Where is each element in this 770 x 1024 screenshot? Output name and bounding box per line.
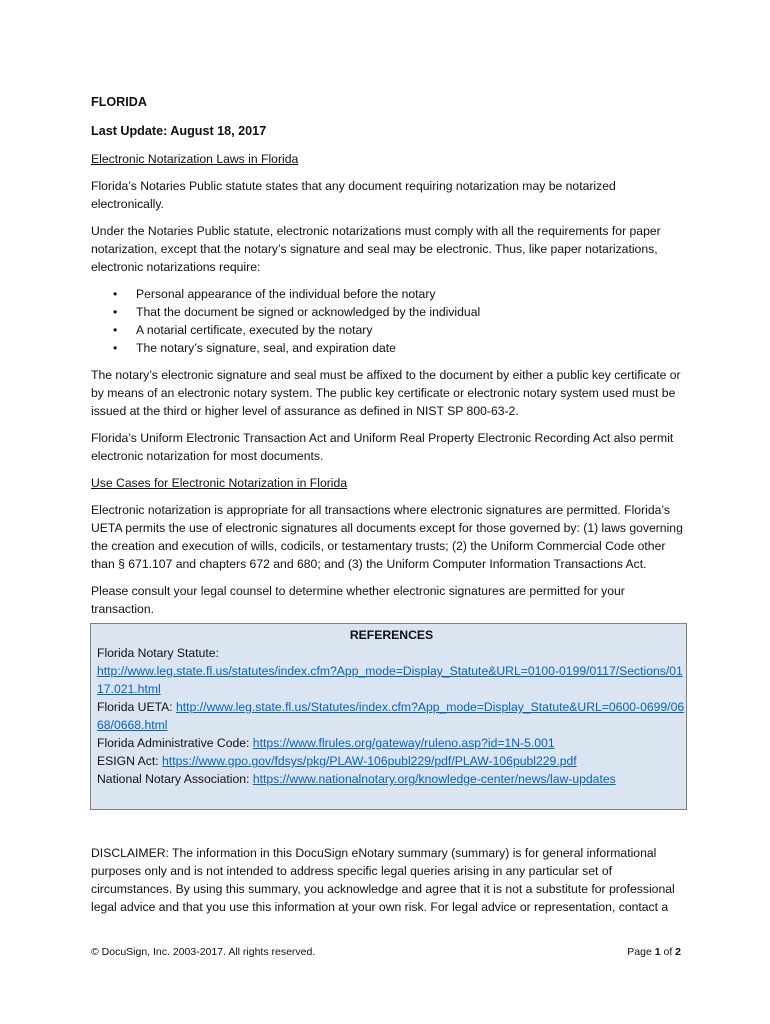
reference-admin-label: Florida Administrative Code: <box>97 736 253 750</box>
bullet-icon: • <box>113 305 118 319</box>
reference-nna-link[interactable]: https://www.nationalnotary.org/knowledge-center/news/law-updates <box>252 772 616 786</box>
list-item-text: That the document be signed or acknowledged by the individual <box>136 305 481 319</box>
state-heading: FLORIDA <box>91 95 147 109</box>
list-item-text: A notarial certificate, executed by the notary <box>136 323 373 337</box>
requirements-list <box>91 285 691 357</box>
list-item <box>91 321 691 339</box>
list-item <box>91 285 691 303</box>
page-footer <box>91 946 681 958</box>
paragraph-use-cases: Electronic notarization is appropriate for all transactions where electronic signatures are permitted. Florida’s UETA permits the use of electronic signatures all documents except for those governed by: (1) laws governing the creation and execution of wills, codicils, or testamentary trusts; (2) the Uniform Commercial Code other than § 671.107 and chapters 672 and 680; and (3) the Uniform Computer Information Transactions Act. <box>91 503 683 571</box>
reference-admin-code <box>97 734 686 752</box>
references-box <box>90 623 687 810</box>
list-item <box>91 303 691 321</box>
paragraph-consult: Please consult your legal counsel to determine whether electronic signatures are permitted for your transaction. <box>91 584 625 616</box>
bullet-icon: • <box>113 341 118 355</box>
reference-ueta-label: Florida UETA: <box>97 700 177 714</box>
reference-nna-label: National Notary Association: <box>97 772 253 786</box>
list-item-text: The notary’s signature, seal, and expiration date <box>136 341 396 355</box>
copyright: © DocuSign, Inc. 2003-2017. All rights reserved. <box>91 946 316 958</box>
page-of: of <box>660 946 676 958</box>
bullet-icon: • <box>113 323 118 337</box>
document-body <box>91 93 691 925</box>
section-title-use-cases: Use Cases for Electronic Notarization in Florida <box>91 476 348 490</box>
reference-esign-link[interactable]: https://www.gpo.gov/fdsys/pkg/PLAW-106publ229/pdf/PLAW-106publ229.pdf <box>162 754 577 768</box>
reference-esign <box>97 752 686 770</box>
section-title-laws: Electronic Notarization Laws in Florida <box>91 152 299 166</box>
reference-statute-label: Florida Notary Statute: <box>97 646 219 660</box>
disclaimer: DISCLAIMER: The information in this DocuSign eNotary summary (summary) is for general informational purposes only and is not intended to address specific legal queries arising in any particular set of circumstances. By using this summary, you acknowledge and agree that it is not a substitute for professional legal advice and that you use this information at your own risk. For legal advice or representation, contact a <box>91 846 675 914</box>
paragraph-signature-seal: The notary’s electronic signature and seal must be affixed to the document by either a public key certificate or by means of an electronic notary system. The public key certificate or electronic notary system used must be issued at the third or higher level of assurance as defined in NIST SP 800-63-2. <box>91 368 681 418</box>
list-item-text: Personal appearance of the individual before the notary <box>136 287 436 301</box>
bullet-icon: • <box>113 287 118 301</box>
page-total: 2 <box>675 946 681 958</box>
paragraph-statute: Florida’s Notaries Public statute states that any document requiring notarization may be notarized electronically. <box>91 179 616 211</box>
paragraph-ueta: Florida’s Uniform Electronic Transaction Act and Uniform Real Property Electronic Recording Act also permit electronic notarization for most documents. <box>91 431 674 463</box>
reference-esign-label: ESIGN Act: <box>97 754 163 768</box>
last-update: Last Update: August 18, 2017 <box>91 124 267 138</box>
page-number <box>627 946 681 958</box>
reference-ueta <box>97 698 686 734</box>
page-word: Page <box>627 946 655 958</box>
references-title: REFERENCES <box>349 628 434 642</box>
reference-nna <box>97 770 686 788</box>
reference-admin-link[interactable]: https://www.flrules.org/gateway/ruleno.asp?id=1N-5.001 <box>252 736 555 750</box>
reference-statute-link[interactable]: http://www.leg.state.fl.us/statutes/index.cfm?App_mode=Display_Statute&URL=0100-0199/0117/Sections/0117.021.html <box>97 664 683 696</box>
paragraph-requirements: Under the Notaries Public statute, electronic notarizations must comply with all the requirements for paper notarization, except that the notary’s signature and seal may be electronic. Thus, like paper notarizations, electronic notarizations require: <box>91 224 661 274</box>
page-current: 1 <box>654 946 661 958</box>
list-item <box>91 339 691 357</box>
reference-ueta-link[interactable]: http://www.leg.state.fl.us/Statutes/index.cfm?App_mode=Display_Statute&URL=0600-0699/0668/0668.html <box>97 700 685 732</box>
